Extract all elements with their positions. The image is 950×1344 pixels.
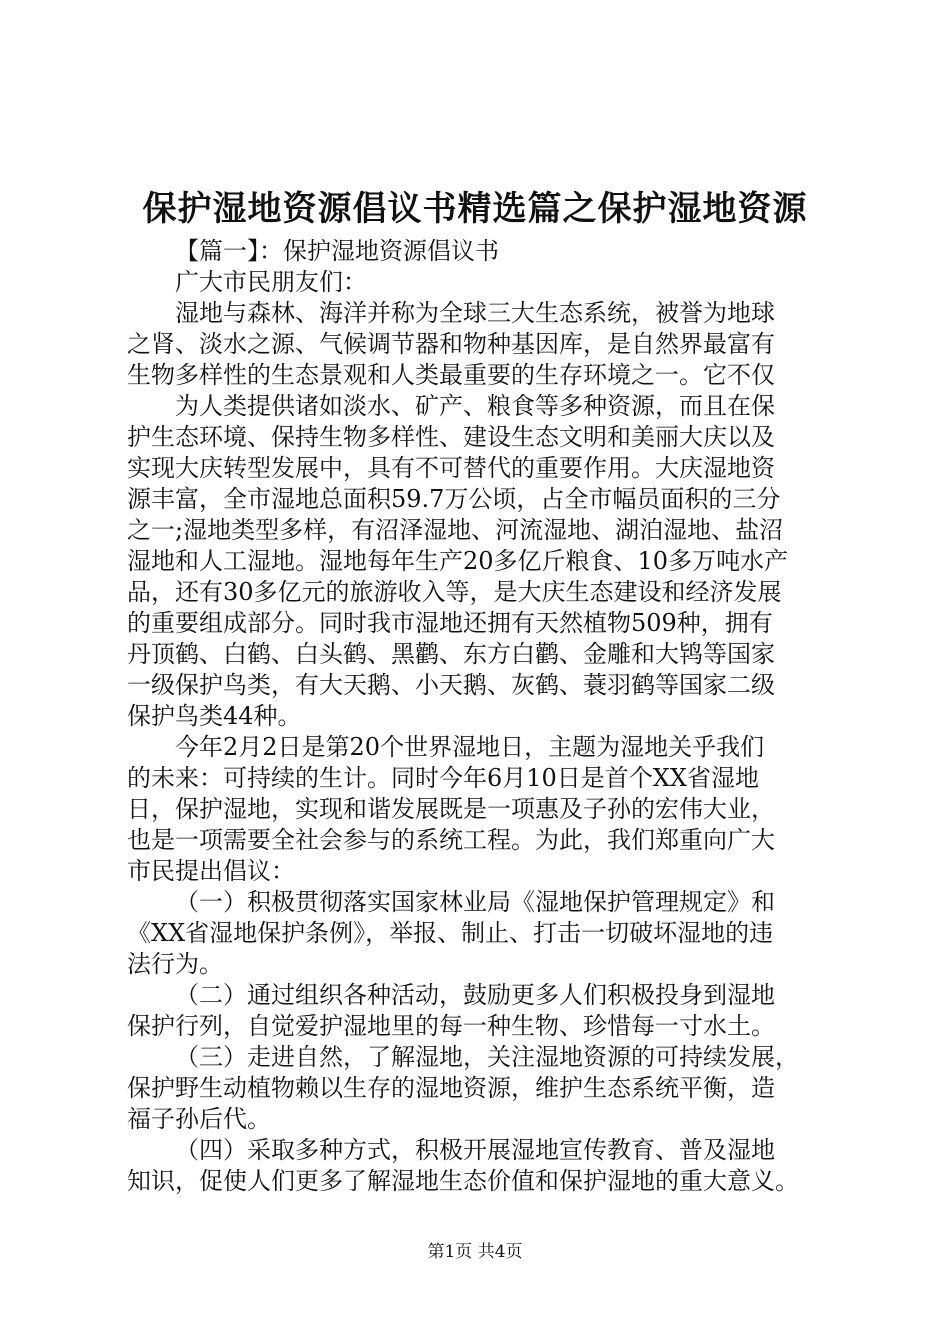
body-line: 保护野生动植物赖以生存的湿地资源，维护生态系统平衡，造 — [127, 1074, 775, 1102]
body-line: 【篇一】：保护湿地资源倡议书 — [175, 237, 499, 265]
body-line: 《XX省湿地保护条例》，举报、制止、打击一切破坏湿地的违 — [127, 919, 774, 947]
body-line: （一）积极贯彻落实国家林业局《湿地保护管理规定》和 — [175, 888, 775, 916]
body-line: 为人类提供诸如淡水、矿产、粮食等多种资源，而且在保 — [175, 392, 775, 420]
body-line: 之肾、淡水之源、气候调节器和物种基因库，是自然界最富有 — [127, 330, 775, 358]
body-line: 一级保护鸟类，有大天鹅、小天鹅、灰鹤、蓑羽鹤等国家二级 — [127, 671, 775, 699]
body-line: 保护鸟类44种。 — [127, 702, 302, 730]
body-line: 日，保护湿地，实现和谐发展既是一项惠及子孙的宏伟大业， — [127, 795, 775, 823]
body-line: 之一;湿地类型多样，有沼泽湿地、河流湿地、湖泊湿地、盐沼 — [127, 516, 784, 544]
body-line: 湿地和人工湿地。湿地每年生产20多亿斤粮食、10多万吨水产 — [127, 547, 789, 575]
body-line: 福子孙后代。 — [127, 1105, 271, 1133]
body-line: （四）采取多种方式，积极开展湿地宣传教育、普及湿地 — [175, 1136, 775, 1164]
body-line: 丹顶鹤、白鹤、白头鹤、黑鹳、东方白鹳、金雕和大鸨等国家 — [127, 640, 775, 668]
document-title: 保护湿地资源倡议书精选篇之保护湿地资源 — [142, 189, 808, 229]
document-body — [127, 236, 832, 1197]
body-line: 源丰富，全市湿地总面积59.7万公顷，占全市幅员面积的三分 — [127, 485, 781, 513]
body-line: 保护行列，自觉爱护湿地里的每一种生物、珍惜每一寸水土。 — [127, 1012, 775, 1040]
body-line: 市民提出倡议： — [127, 857, 295, 885]
body-line: （二）通过组织各种活动，鼓励更多人们积极投身到湿地 — [175, 981, 775, 1009]
body-line: 广大市民朋友们： — [175, 268, 367, 296]
body-line: 法行为。 — [127, 950, 223, 978]
body-line: 知识，促使人们更多了解湿地生态价值和保护湿地的重大意义。 — [127, 1167, 799, 1195]
body-line: 的未来：可持续的生计。同时今年6月10日是首个XX省湿地 — [127, 764, 759, 792]
body-line: 的重要组成部分。同时我市湿地还拥有天然植物509种，拥有 — [127, 609, 773, 637]
body-line: 湿地与森林、海洋并称为全球三大生态系统，被誉为地球 — [175, 299, 775, 327]
body-line: 品，还有30多亿元的旅游收入等，是大庆生态建设和经济发展 — [127, 578, 782, 606]
body-line: 生物多样性的生态景观和人类最重要的生存环境之一。它不仅 — [127, 361, 775, 389]
body-line: （三）走进自然，了解湿地，关注湿地资源的可持续发展， — [175, 1043, 799, 1071]
body-line: 也是一项需要全社会参与的系统工程。为此，我们郑重向广大 — [127, 826, 775, 854]
body-line: 护生态环境、保持生物多样性、建设生态文明和美丽大庆以及 — [127, 423, 775, 451]
body-line: 今年2月2日是第20个世界湿地日，主题为湿地关乎我们 — [175, 733, 765, 761]
body-line: 实现大庆转型发展中，具有不可替代的重要作用。大庆湿地资 — [127, 454, 775, 482]
page-footer: 第1页 共4页 — [427, 1242, 523, 1262]
